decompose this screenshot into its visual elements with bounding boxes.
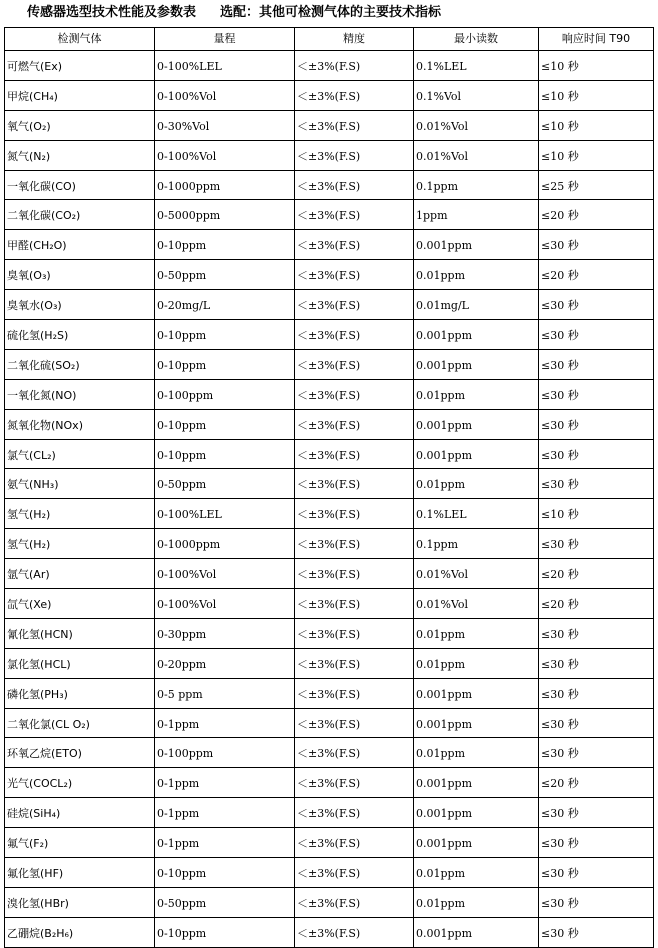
- cell-range: 0-10ppm: [155, 320, 295, 350]
- cell-gas: 硫化氢(H₂S): [5, 320, 155, 350]
- cell-gas: 氯化氢(HCL): [5, 648, 155, 678]
- table-row: [5, 140, 654, 170]
- table-row: [5, 379, 654, 409]
- table-row: [5, 618, 654, 648]
- cell-response-time: ≤30 秒: [539, 290, 654, 320]
- cell-accuracy: ＜±3%(F.S): [295, 439, 414, 469]
- cell-response-time: ≤30 秒: [539, 230, 654, 260]
- cell-gas: 二氧化硫(SO₂): [5, 349, 155, 379]
- cell-range: 0-100ppm: [155, 738, 295, 768]
- cell-response-time: ≤30 秒: [539, 738, 654, 768]
- cell-response-time: ≤30 秒: [539, 917, 654, 947]
- cell-accuracy: ＜±3%(F.S): [295, 917, 414, 947]
- table-row: [5, 260, 654, 290]
- cell-gas: 可燃气(Ex): [5, 51, 155, 81]
- cell-range: 0-1000ppm: [155, 529, 295, 559]
- cell-accuracy: ＜±3%(F.S): [295, 529, 414, 559]
- cell-gas: 臭氧(O₃): [5, 260, 155, 290]
- cell-accuracy: ＜±3%(F.S): [295, 409, 414, 439]
- cell-response-time: ≤20 秒: [539, 200, 654, 230]
- cell-accuracy: ＜±3%(F.S): [295, 170, 414, 200]
- table-row: [5, 708, 654, 738]
- cell-response-time: ≤30 秒: [539, 828, 654, 858]
- table-row: [5, 828, 654, 858]
- cell-accuracy: ＜±3%(F.S): [295, 110, 414, 140]
- cell-min-reading: 0.001ppm: [414, 708, 539, 738]
- table-row: [5, 170, 654, 200]
- cell-accuracy: ＜±3%(F.S): [295, 559, 414, 589]
- cell-range: 0-10ppm: [155, 439, 295, 469]
- cell-response-time: ≤30 秒: [539, 678, 654, 708]
- table-row: [5, 230, 654, 260]
- cell-response-time: ≤30 秒: [539, 349, 654, 379]
- cell-min-reading: 0.001ppm: [414, 917, 539, 947]
- cell-response-time: ≤30 秒: [539, 409, 654, 439]
- cell-gas: 氩气(Ar): [5, 559, 155, 589]
- cell-range: 0-1ppm: [155, 798, 295, 828]
- cell-min-reading: 0.001ppm: [414, 439, 539, 469]
- table-row: [5, 589, 654, 619]
- cell-range: 0-100%Vol: [155, 559, 295, 589]
- cell-accuracy: ＜±3%(F.S): [295, 51, 414, 81]
- table-row: [5, 858, 654, 888]
- cell-response-time: ≤20 秒: [539, 260, 654, 290]
- table-subtitle: 选配：其他可检测气体的主要技术指标: [220, 5, 442, 20]
- cell-min-reading: 0.1ppm: [414, 170, 539, 200]
- cell-range: 0-100%Vol: [155, 589, 295, 619]
- table-row: [5, 499, 654, 529]
- document-title: [27, 3, 647, 23]
- table-row: [5, 768, 654, 798]
- cell-range: 0-30%Vol: [155, 110, 295, 140]
- cell-min-reading: 0.01%Vol: [414, 110, 539, 140]
- cell-gas: 一氧化氮(NO): [5, 379, 155, 409]
- header-response-time: 响应时间 T90: [539, 28, 654, 51]
- cell-min-reading: 0.001ppm: [414, 230, 539, 260]
- cell-response-time: ≤20 秒: [539, 559, 654, 589]
- cell-response-time: ≤30 秒: [539, 618, 654, 648]
- cell-accuracy: ＜±3%(F.S): [295, 230, 414, 260]
- cell-range: 0-100%LEL: [155, 499, 295, 529]
- cell-response-time: ≤30 秒: [539, 887, 654, 917]
- cell-min-reading: 0.01%Vol: [414, 559, 539, 589]
- cell-gas: 二氧化碳(CO₂): [5, 200, 155, 230]
- table-row: [5, 887, 654, 917]
- cell-accuracy: ＜±3%(F.S): [295, 708, 414, 738]
- cell-accuracy: ＜±3%(F.S): [295, 828, 414, 858]
- cell-range: 0-100%LEL: [155, 51, 295, 81]
- cell-response-time: ≤30 秒: [539, 469, 654, 499]
- table-row: [5, 349, 654, 379]
- cell-accuracy: ＜±3%(F.S): [295, 678, 414, 708]
- cell-response-time: ≤10 秒: [539, 140, 654, 170]
- cell-response-time: ≤25 秒: [539, 170, 654, 200]
- table-row: [5, 798, 654, 828]
- cell-range: 0-10ppm: [155, 409, 295, 439]
- cell-min-reading: 0.01ppm: [414, 648, 539, 678]
- cell-response-time: ≤30 秒: [539, 320, 654, 350]
- cell-min-reading: 0.01ppm: [414, 379, 539, 409]
- cell-gas: 甲烷(CH₄): [5, 80, 155, 110]
- cell-min-reading: 0.01ppm: [414, 260, 539, 290]
- table-row: [5, 529, 654, 559]
- cell-range: 0-10ppm: [155, 230, 295, 260]
- cell-gas: 光气(COCL₂): [5, 768, 155, 798]
- cell-min-reading: 0.01%Vol: [414, 140, 539, 170]
- cell-gas: 氯气(CL₂): [5, 439, 155, 469]
- table-title: 传感器选型技术性能及参数表: [27, 5, 197, 20]
- table-row: [5, 678, 654, 708]
- cell-gas: 氟化氢(HF): [5, 858, 155, 888]
- cell-gas: 氟气(F₂): [5, 828, 155, 858]
- cell-accuracy: ＜±3%(F.S): [295, 798, 414, 828]
- cell-accuracy: ＜±3%(F.S): [295, 618, 414, 648]
- cell-accuracy: ＜±3%(F.S): [295, 200, 414, 230]
- cell-range: 0-100%Vol: [155, 80, 295, 110]
- cell-accuracy: ＜±3%(F.S): [295, 260, 414, 290]
- cell-min-reading: 0.01ppm: [414, 618, 539, 648]
- cell-range: 0-1000ppm: [155, 170, 295, 200]
- cell-range: 0-100ppm: [155, 379, 295, 409]
- cell-range: 0-100%Vol: [155, 140, 295, 170]
- cell-range: 0-50ppm: [155, 887, 295, 917]
- cell-range: 0-1ppm: [155, 768, 295, 798]
- cell-response-time: ≤10 秒: [539, 110, 654, 140]
- cell-min-reading: 0.01ppm: [414, 738, 539, 768]
- table-row: [5, 320, 654, 350]
- cell-gas: 溴化氢(HBr): [5, 887, 155, 917]
- cell-min-reading: 0.01ppm: [414, 887, 539, 917]
- cell-min-reading: 0.001ppm: [414, 409, 539, 439]
- header-min-reading: 最小读数: [414, 28, 539, 51]
- table-row: [5, 917, 654, 947]
- cell-range: 0-50ppm: [155, 260, 295, 290]
- cell-range: 0-50ppm: [155, 469, 295, 499]
- table-row: [5, 80, 654, 110]
- cell-accuracy: ＜±3%(F.S): [295, 858, 414, 888]
- cell-gas: 氮氧化物(NOx): [5, 409, 155, 439]
- cell-accuracy: ＜±3%(F.S): [295, 469, 414, 499]
- cell-gas: 氢气(H₂): [5, 499, 155, 529]
- table-row: [5, 648, 654, 678]
- cell-min-reading: 0.001ppm: [414, 678, 539, 708]
- cell-gas: 甲醛(CH₂O): [5, 230, 155, 260]
- cell-range: 0-10ppm: [155, 858, 295, 888]
- cell-accuracy: ＜±3%(F.S): [295, 320, 414, 350]
- cell-min-reading: 0.001ppm: [414, 798, 539, 828]
- table-row: [5, 439, 654, 469]
- header-range: 量程: [155, 28, 295, 51]
- header-accuracy: 精度: [295, 28, 414, 51]
- cell-response-time: ≤10 秒: [539, 499, 654, 529]
- cell-gas: 磷化氢(PH₃): [5, 678, 155, 708]
- cell-min-reading: 0.01ppm: [414, 858, 539, 888]
- cell-min-reading: 0.001ppm: [414, 349, 539, 379]
- cell-response-time: ≤10 秒: [539, 80, 654, 110]
- cell-min-reading: 0.001ppm: [414, 320, 539, 350]
- cell-gas: 硅烷(SiH₄): [5, 798, 155, 828]
- cell-min-reading: 0.1%Vol: [414, 80, 539, 110]
- table-row: [5, 110, 654, 140]
- cell-accuracy: ＜±3%(F.S): [295, 589, 414, 619]
- cell-range: 0-10ppm: [155, 917, 295, 947]
- cell-response-time: ≤30 秒: [539, 648, 654, 678]
- cell-min-reading: 0.01mg/L: [414, 290, 539, 320]
- cell-range: 0-20mg/L: [155, 290, 295, 320]
- cell-accuracy: ＜±3%(F.S): [295, 738, 414, 768]
- cell-gas: 氙气(Xe): [5, 589, 155, 619]
- cell-accuracy: ＜±3%(F.S): [295, 290, 414, 320]
- cell-gas: 环氧乙烷(ETO): [5, 738, 155, 768]
- table-row: [5, 200, 654, 230]
- cell-gas: 臭氧水(O₃): [5, 290, 155, 320]
- cell-response-time: ≤30 秒: [539, 379, 654, 409]
- cell-gas: 乙硼烷(B₂H₆): [5, 917, 155, 947]
- cell-accuracy: ＜±3%(F.S): [295, 887, 414, 917]
- cell-gas: 氧气(O₂): [5, 110, 155, 140]
- cell-min-reading: 0.01ppm: [414, 469, 539, 499]
- cell-range: 0-1ppm: [155, 708, 295, 738]
- sensor-spec-table: [4, 27, 654, 948]
- cell-gas: 氨气(NH₃): [5, 469, 155, 499]
- cell-min-reading: 0.1ppm: [414, 529, 539, 559]
- cell-range: 0-5 ppm: [155, 678, 295, 708]
- cell-response-time: ≤30 秒: [539, 798, 654, 828]
- cell-accuracy: ＜±3%(F.S): [295, 349, 414, 379]
- header-gas: 检测气体: [5, 28, 155, 51]
- cell-gas: 一氧化碳(CO): [5, 170, 155, 200]
- cell-range: 0-10ppm: [155, 349, 295, 379]
- table-row: [5, 290, 654, 320]
- cell-min-reading: 0.001ppm: [414, 828, 539, 858]
- cell-accuracy: ＜±3%(F.S): [295, 768, 414, 798]
- cell-range: 0-30ppm: [155, 618, 295, 648]
- cell-response-time: ≤20 秒: [539, 768, 654, 798]
- cell-min-reading: 1ppm: [414, 200, 539, 230]
- table-row: [5, 559, 654, 589]
- table-header-row: [5, 28, 654, 51]
- cell-response-time: ≤30 秒: [539, 858, 654, 888]
- cell-accuracy: ＜±3%(F.S): [295, 80, 414, 110]
- cell-gas: 氮气(N₂): [5, 140, 155, 170]
- cell-response-time: ≤30 秒: [539, 708, 654, 738]
- cell-range: 0-1ppm: [155, 828, 295, 858]
- cell-accuracy: ＜±3%(F.S): [295, 140, 414, 170]
- cell-accuracy: ＜±3%(F.S): [295, 379, 414, 409]
- cell-min-reading: 0.01%Vol: [414, 589, 539, 619]
- cell-accuracy: ＜±3%(F.S): [295, 499, 414, 529]
- cell-min-reading: 0.1%LEL: [414, 499, 539, 529]
- cell-response-time: ≤30 秒: [539, 529, 654, 559]
- cell-min-reading: 0.1%LEL: [414, 51, 539, 81]
- cell-gas: 氢气(H₂): [5, 529, 155, 559]
- table-row: [5, 738, 654, 768]
- table-row: [5, 469, 654, 499]
- cell-response-time: ≤30 秒: [539, 439, 654, 469]
- cell-range: 0-5000ppm: [155, 200, 295, 230]
- cell-gas: 二氧化氯(CL O₂): [5, 708, 155, 738]
- table-row: [5, 51, 654, 81]
- cell-response-time: ≤10 秒: [539, 51, 654, 81]
- cell-accuracy: ＜±3%(F.S): [295, 648, 414, 678]
- cell-gas: 氰化氢(HCN): [5, 618, 155, 648]
- cell-response-time: ≤20 秒: [539, 589, 654, 619]
- cell-min-reading: 0.001ppm: [414, 768, 539, 798]
- cell-range: 0-20ppm: [155, 648, 295, 678]
- table-row: [5, 409, 654, 439]
